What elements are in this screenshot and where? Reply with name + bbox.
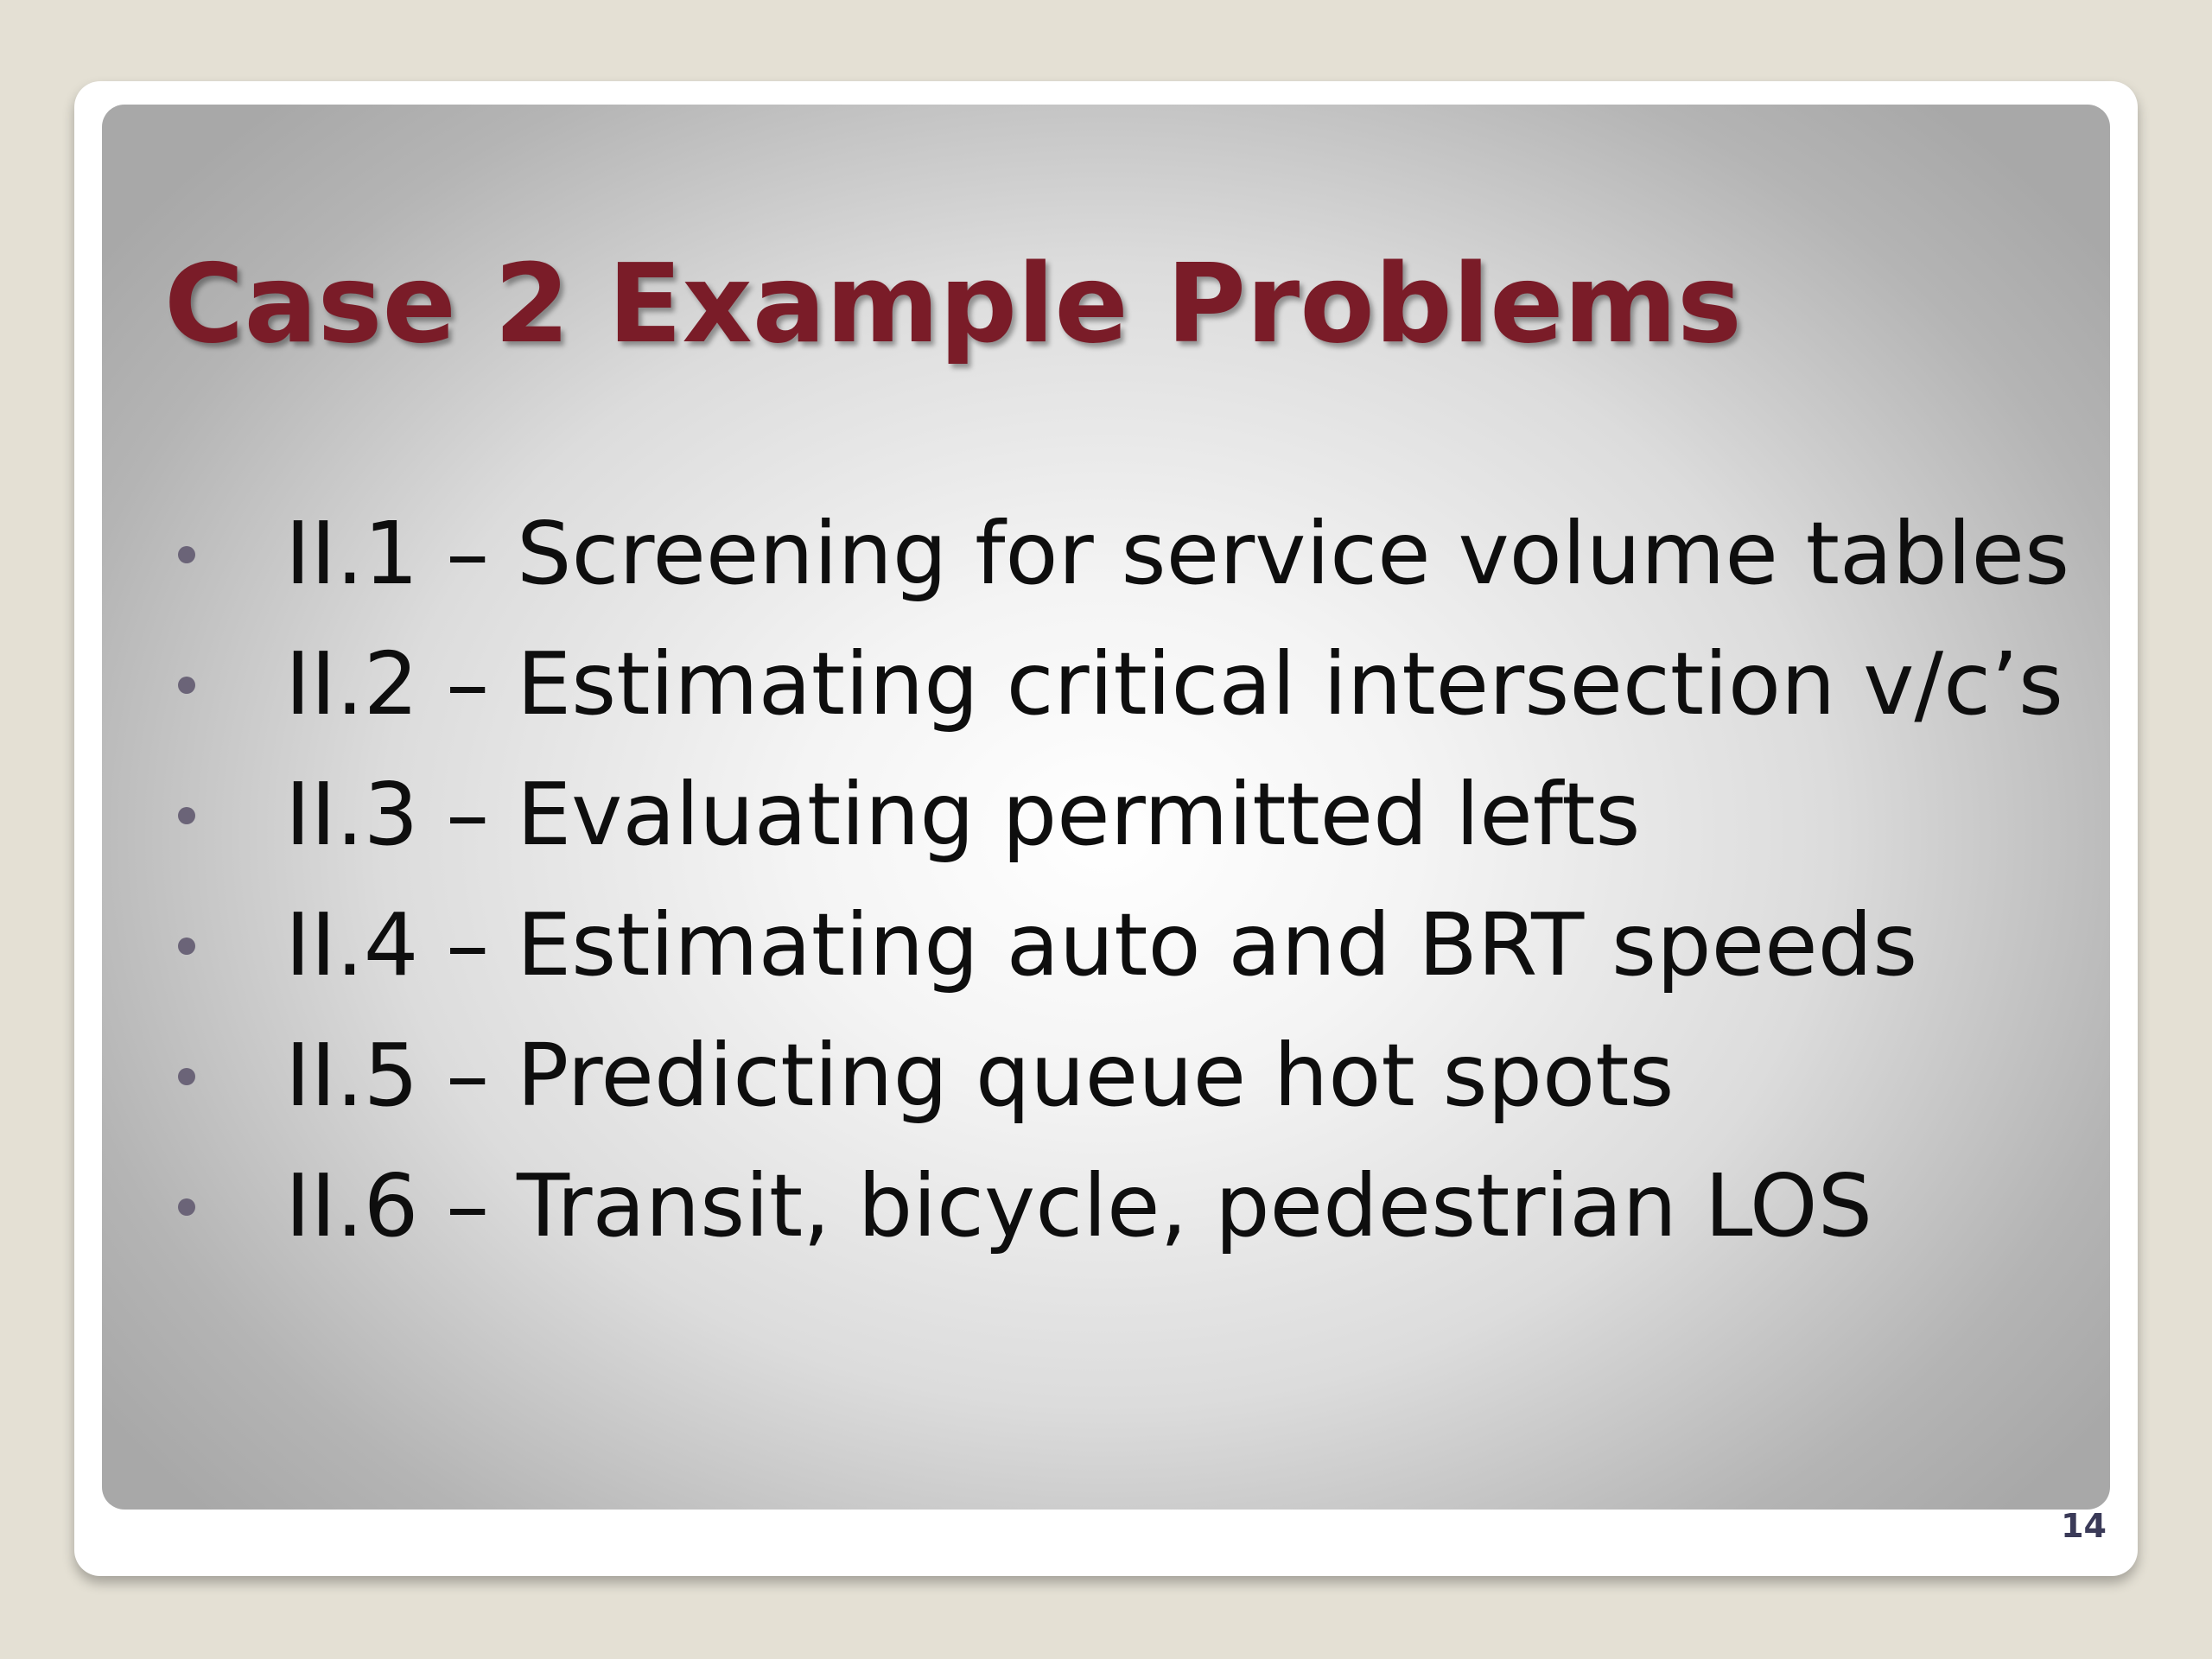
bullet-dot-icon — [178, 1198, 195, 1216]
slide-title: Case 2 Example Problems — [164, 240, 1742, 367]
bullet-text: II.6 – Transit, bicycle, pedestrian LOS — [285, 1155, 1873, 1256]
slide-content-panel — [102, 105, 2110, 1510]
bullet-dot-icon — [178, 546, 195, 563]
bullet-text: II.4 – Estimating auto and BRT speeds — [285, 894, 1918, 995]
bullet-dot-icon — [178, 677, 195, 694]
bullet-dot-icon — [178, 1068, 195, 1085]
bullet-text: II.5 – Predicting queue hot spots — [285, 1025, 1675, 1126]
bullet-dot-icon — [178, 807, 195, 824]
bullet-text: II.3 – Evaluating permitted lefts — [285, 764, 1641, 865]
bullet-text: II.2 – Estimating critical intersection v/c’s — [285, 633, 2063, 734]
slide-number: 14 — [2061, 1507, 2107, 1545]
slide-frame — [74, 81, 2138, 1576]
bullet-dot-icon — [178, 938, 195, 955]
bullet-text: II.1 – Screening for service volume tables — [285, 503, 2070, 604]
